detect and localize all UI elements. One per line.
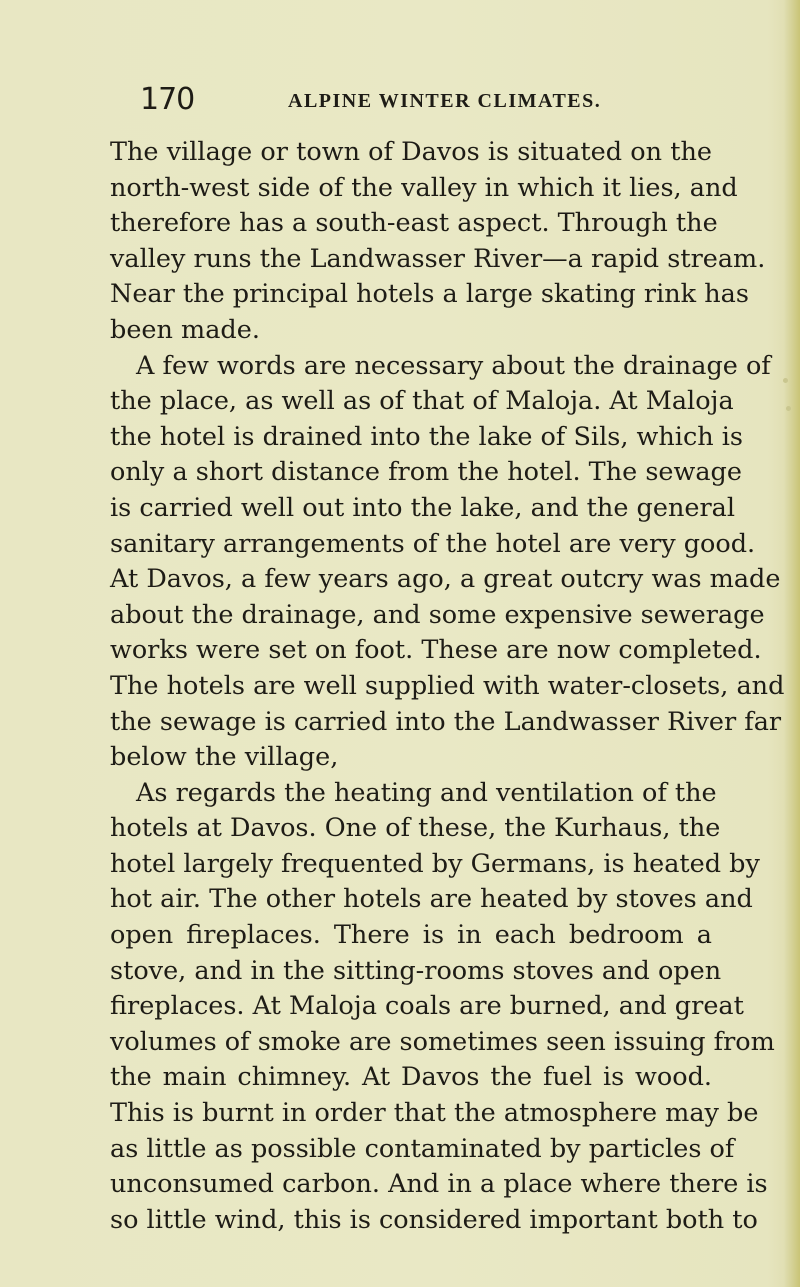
text-line: about the drainage, and some expensive sewerage	[110, 599, 765, 630]
text-line: open fireplaces. There is in each bedroom a	[110, 920, 712, 951]
text-line: As regards the heating and ventilation of the	[136, 777, 717, 808]
running-head: ALPINE WINTER CLIMATES.	[288, 90, 602, 112]
text-line: as little as possible contaminated by particles of	[110, 1133, 735, 1164]
text-line: the hotel is drained into the lake of Sils, which is	[110, 421, 743, 452]
text-line: At Davos, a few years ago, a great outcry was made	[110, 564, 781, 595]
text-line: volumes of smoke are sometimes seen issuing from	[110, 1026, 775, 1057]
text-line: hotel largely frequented by Germans, is heated by	[110, 848, 760, 879]
text-line: hotels at Davos. One of these, the Kurhaus, the	[110, 813, 721, 844]
text-line: The hotels are well supplied with water-closets, and	[110, 670, 785, 701]
text-line: Near the principal hotels a large skating rink has	[110, 279, 749, 310]
text-line: north-west side of the valley in which it lies, and	[110, 172, 738, 203]
text-line: fireplaces. At Maloja coals are burned, and great	[110, 991, 744, 1022]
paper-speck	[783, 378, 788, 383]
text-line: below the village,	[110, 742, 339, 773]
text-line: A few words are necessary about the drainage of	[136, 350, 771, 381]
page-edge-shadow	[784, 0, 800, 1287]
text-line: The village or town of Davos is situated on the	[110, 137, 712, 167]
text-line: unconsumed carbon. And in a place where there is	[110, 1169, 768, 1200]
text-line: hot air. The other hotels are heated by stoves and	[110, 884, 753, 915]
text-line: works were set on foot. These are now completed.	[110, 635, 762, 666]
page-header	[140, 82, 760, 122]
text-line: only a short distance from the hotel. The sewage	[110, 457, 742, 488]
text-line: This is burnt in order that the atmosphere may be	[110, 1098, 759, 1129]
text-line: the sewage is carried into the Landwasser River far	[110, 706, 782, 737]
page-number: 170	[140, 82, 195, 117]
text-line: been made.	[110, 314, 260, 345]
text-line: valley runs the Landwasser River—a rapid stream.	[110, 243, 766, 274]
body-text	[110, 135, 785, 1238]
text-line: the place, as well as of that of Maloja. At Maloja	[110, 386, 734, 417]
text-line: sanitary arrangements of the hotel are very good.	[110, 528, 756, 559]
text-line: therefore has a south-east aspect. Through the	[110, 208, 718, 239]
text-line: is carried well out into the lake, and the general	[110, 492, 736, 523]
text-line: stove, and in the sitting-rooms stoves and open	[110, 955, 722, 986]
text-line: the main chimney. At Davos the fuel is wood.	[110, 1062, 712, 1093]
paper-speck	[786, 406, 791, 411]
text-line: so little wind, this is considered important both to	[110, 1204, 758, 1235]
